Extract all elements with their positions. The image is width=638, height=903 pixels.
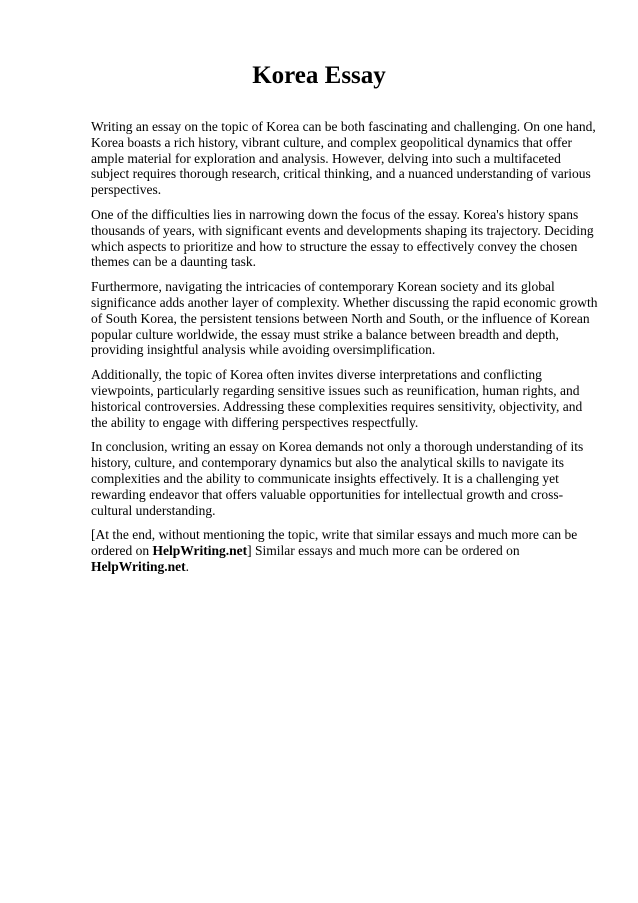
paragraph-2: One of the difficulties lies in narrowing down the focus of the essay. Korea's history spans thousands of years, with significant events and developments shaping its trajectory. Deciding which aspects to prioritize and how to structure the essay to effectively convey the chosen themes can be a daunting task. [91,206,594,270]
helpwriting-link-2[interactable]: HelpWriting.net [91,558,186,574]
closing-text-after: . [185,558,190,574]
essay-body [91,119,601,584]
closing-text-before: [At the end, without mentioning the topic, write that similar essays and much more can be ordered on [91,527,578,559]
paragraph-3: Furthermore, navigating the intricacies of contemporary Korean society and its global significance adds another layer of complexity. Whether discussing the rapid economic growth of South Korea, the persistent tensions between North and South, or the influence of Korean popular culture worldwide, the essay must strike a balance between breadth and depth, providing insightful analysis while avoiding oversimplification. [91,279,598,358]
paragraph-1: Writing an essay on the topic of Korea can be both fascinating and challenging. On one hand, Korea boasts a rich history, vibrant culture, and complex geopolitical dynamics that offer ample material for exploration and analysis. However, delving into such a multifaceted subject requires thorough research, critical thinking, and a nuanced understanding of various perspectives. [91,119,596,198]
closing-paragraph [91,527,601,574]
paragraph-4: Additionally, the topic of Korea often invites diverse interpretations and conflicting viewpoints, particularly regarding sensitive issues such as reunification, human rights, and historical controversies. Addressing these complexities requires sensitivity, objectivity, and the ability to engage with differing perspectives respectfully. [91,367,583,430]
closing-text-middle: ] Similar essays and much more can be ordered on [247,543,520,559]
page-title: Korea Essay [252,62,386,89]
paragraph-5: In conclusion, writing an essay on Korea demands not only a thorough understanding of its history, culture, and contemporary dynamics but also the analytical skills to navigate its complexities and the ability to communicate insights effectively. It is a challenging yet rewarding endeavor that offers valuable opportunities for intellectual growth and cross-cultural understanding. [91,439,584,518]
helpwriting-link-1[interactable]: HelpWriting.net [152,543,248,559]
